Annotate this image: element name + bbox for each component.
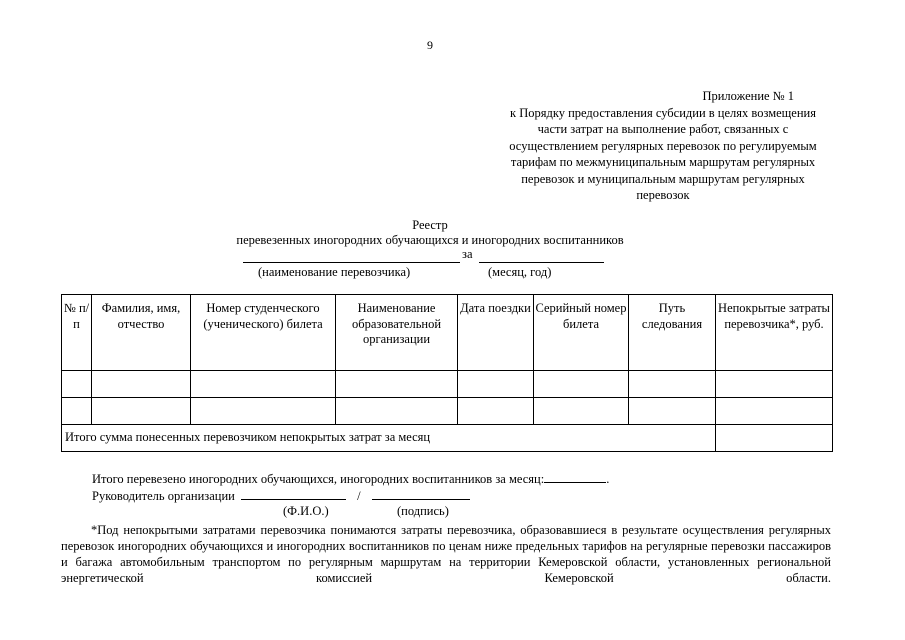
table-cell[interactable]	[629, 371, 716, 398]
transported-end: .	[606, 472, 610, 486]
header-uncovered-costs: Непокрытые затраты перевозчика*, руб.	[716, 295, 833, 371]
table-cell[interactable]	[92, 371, 191, 398]
za-label: за	[462, 247, 473, 261]
table-cell[interactable]	[716, 371, 833, 398]
table-cell[interactable]	[458, 398, 534, 425]
table-cell[interactable]	[62, 371, 92, 398]
signature-slash: /	[357, 489, 361, 503]
manager-signature-blank[interactable]	[372, 487, 470, 500]
header-student-ticket: Номер студенческого (ученического) билета	[191, 295, 336, 371]
total-value-cell[interactable]	[716, 425, 833, 452]
fio-caption: (Ф.И.О.)	[283, 504, 329, 518]
header-ticket-serial: Серийный номер билета	[534, 295, 629, 371]
header-route: Путь следования	[629, 295, 716, 371]
manager-signature-line	[92, 487, 470, 505]
transported-label: Итого перевезено иногородних обучающихся, иногородних воспитанников за месяц:	[92, 472, 545, 486]
appendix-line: тарифам по межмуниципальным маршрутам регулярных	[510, 155, 816, 169]
footnote: *Под непокрытыми затратами перевозчика понимаются затраты перевозчика, образовавшиеся в результате осуществления регулярных перевозок иногородних обучающихся и иногородних воспитанников по ценам ниже предельных тарифов на регулярные перевозки пассажиров и багажа автомобильным транспортом по регулярным маршрутам на территории Кемеровской области, установленных региональной энергетической комиссией Кемеровской области.	[61, 523, 831, 585]
registry-heading	[160, 218, 700, 248]
table-cell[interactable]	[191, 398, 336, 425]
table-cell[interactable]	[458, 371, 534, 398]
table-cell[interactable]	[191, 371, 336, 398]
registry-title: Реестр	[412, 218, 448, 232]
table-row	[62, 371, 833, 398]
table-cell[interactable]	[629, 398, 716, 425]
header-organization: Наименование образовательной организации	[336, 295, 458, 371]
transported-summary-line	[92, 470, 609, 488]
transported-count-blank[interactable]	[544, 470, 606, 483]
manager-fio-blank[interactable]	[241, 487, 346, 500]
appendix-line: к Порядку предоставления субсидии в целях возмещения	[510, 105, 816, 120]
carrier-caption: (наименование перевозчика)	[258, 265, 411, 279]
table-cell[interactable]	[62, 398, 92, 425]
appendix-block	[486, 88, 840, 204]
table-header-row	[62, 295, 833, 371]
page-number: 9	[427, 38, 433, 52]
header-full-name: Фамилия, имя, отчество	[92, 295, 191, 371]
appendix-line: осуществлением регулярных перевозок по регулируемым	[509, 138, 817, 153]
table-cell[interactable]	[336, 371, 458, 398]
table-cell[interactable]	[336, 398, 458, 425]
header-number: № п/п	[62, 295, 92, 371]
appendix-line: части затрат на выполнение работ, связанных с	[537, 122, 789, 136]
appendix-line: перевозок и муниципальным маршрутам регулярных	[521, 171, 805, 186]
table-cell[interactable]	[534, 371, 629, 398]
month-caption: (месяц, год)	[488, 265, 552, 279]
header-trip-date: Дата поездки	[458, 295, 534, 371]
total-label: Итого сумма понесенных перевозчиком непокрытых затрат за месяц	[62, 425, 716, 452]
carrier-name-blank[interactable]	[243, 248, 460, 263]
total-row	[62, 425, 833, 452]
registry-table	[61, 294, 833, 452]
carrier-month-fill-line	[243, 248, 623, 264]
registry-subtitle: перевезенных иногородних обучающихся и иногородних воспитанников	[236, 233, 624, 247]
table-row	[62, 398, 833, 425]
table-cell[interactable]	[92, 398, 191, 425]
appendix-line: перевозок	[636, 188, 690, 202]
month-year-blank[interactable]	[479, 248, 604, 263]
table-cell[interactable]	[716, 398, 833, 425]
appendix-title: Приложение № 1	[702, 89, 794, 103]
table-cell[interactable]	[534, 398, 629, 425]
signature-caption: (подпись)	[397, 504, 449, 518]
manager-label: Руководитель организации	[92, 489, 235, 503]
